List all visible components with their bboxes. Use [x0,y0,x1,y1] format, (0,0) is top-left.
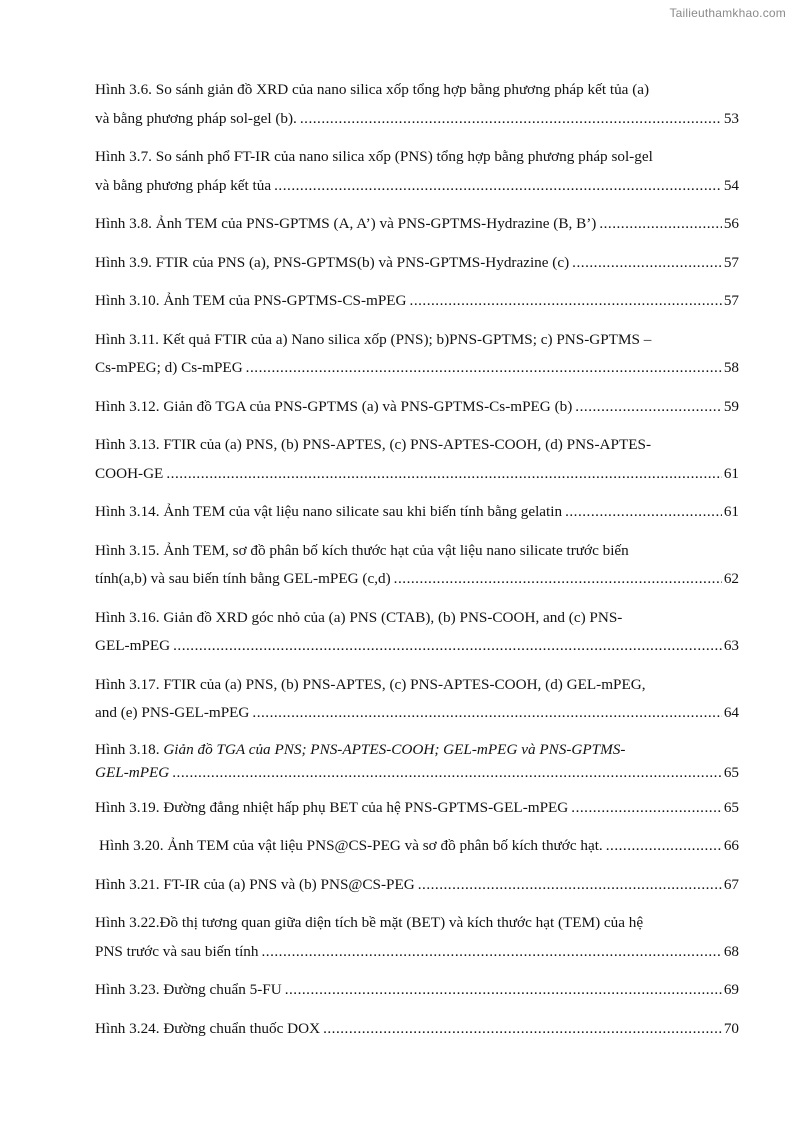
toc-entry-3-9[interactable] [95,249,739,278]
page-number: 61 [723,503,739,520]
page-number: 57 [723,253,739,271]
toc-entry-3-11[interactable] [95,326,739,383]
entry-line-1: Hình 3.16. Giản đồ XRD góc nhỏ của (a) PNS (CTAB), (b) PNS-COOH, and (c) PNS- [95,608,623,626]
dot-leader [606,832,722,861]
entry-lead: Hình 3.9. FTIR của PNS (a), PNS-GPTMS(b) và PNS-GPTMS-Hydrazine (c) [95,253,570,271]
entry-line-1: Hình 3.7. So sánh phổ FT-IR của nano silica xốp (PNS) tổng hợp bằng phương pháp sol-gel [95,148,653,165]
dot-leader [172,761,722,784]
entry-lead: and (e) PNS-GEL-mPEG [95,704,250,721]
dot-leader [300,105,722,134]
page-number: 59 [723,397,739,415]
dot-leader [575,393,722,422]
dot-leader [246,354,722,383]
entry-lead: Hình 3.14. Ảnh TEM của vật liệu nano silicate sau khi biến tính bằng gelatin [95,503,563,520]
entry-line-1 [95,738,739,761]
dot-leader [274,172,722,201]
dot-leader [565,498,722,527]
toc-entry-3-22[interactable] [95,909,739,966]
entry-lead: và bằng phương pháp sol-gel (b). [95,109,297,127]
dot-leader [410,287,722,316]
entry-lead: COOH-GE [95,464,164,482]
page-number: 62 [723,570,739,587]
entry-number: Hình 3.18. [95,740,164,758]
dot-leader [173,632,722,661]
toc-entry-3-7[interactable] [95,143,739,200]
entry-line-1: Hình 3.22.Đồ thị tương quan giữa diện tích bề mặt (BET) và kích thước hạt (TEM) của hệ [95,914,644,931]
entry-line-1: Hình 3.11. Kết quả FTIR của a) Nano silica xốp (PNS); b)PNS-GPTMS; c) PNS-GPTMS – [95,330,652,348]
dot-leader [166,460,721,489]
entry-lead: Hình 3.12. Giản đồ TGA của PNS-GPTMS (a) và PNS-GPTMS-Cs-mPEG (b) [95,397,573,415]
figure-list [95,76,739,1053]
toc-entry-3-8[interactable] [95,210,739,239]
watermark: Tailieuthamkhao.com [669,6,786,20]
toc-entry-3-17[interactable] [95,671,739,728]
toc-entry-3-23[interactable] [95,976,739,1005]
entry-lead: Hình 3.19. Đường đẳng nhiệt hấp phụ BET của hệ PNS-GPTMS-GEL-mPEG [95,798,569,816]
page-number: 57 [723,292,739,309]
dot-leader [261,938,721,967]
toc-entry-3-21[interactable] [95,871,739,900]
page-number: 65 [723,763,739,781]
page-number: 70 [723,1019,739,1037]
dot-leader [572,249,722,278]
entry-lead: GEL-mPEG [95,763,170,781]
page-number: 68 [723,942,739,960]
dot-leader [418,871,722,900]
toc-entry-3-13[interactable] [95,431,739,488]
toc-entry-3-19[interactable] [95,794,739,823]
entry-lead: PNS trước và sau biến tính [95,942,259,960]
page-number: 67 [723,875,739,893]
page-number: 69 [723,981,739,998]
entry-line-1: Hình 3.15. Ảnh TEM, sơ đồ phân bố kích thước hạt của vật liệu nano silicate trước biến [95,541,629,559]
toc-entry-3-14[interactable] [95,498,739,527]
entry-line-1: Hình 3.17. FTIR của (a) PNS, (b) PNS-APTES, (c) PNS-APTES-COOH, (d) GEL-mPEG, [95,675,646,693]
entry-lead: Hình 3.21. FT-IR của (a) PNS và (b) PNS@CS-PEG [95,875,415,893]
page-number: 64 [723,704,739,721]
page-number: 65 [723,798,739,816]
entry-line-1: Hình 3.13. FTIR của (a) PNS, (b) PNS-APTES, (c) PNS-APTES-COOH, (d) PNS-APTES- [95,436,652,453]
toc-entry-3-12[interactable] [95,393,739,422]
entry-lead: tính(a,b) và sau biến tính bằng GEL-mPEG (c,d) [95,570,391,587]
page-number: 61 [723,464,739,482]
entry-line-1: Hình 3.6. So sánh giản đồ XRD của nano silica xốp tổng hợp bằng phương pháp kết tủa (a) [95,81,650,98]
entry-lead: GEL-mPEG [95,637,171,654]
dot-leader [571,794,722,823]
entry-title-italic: Giản đồ TGA của PNS; PNS-APTES-COOH; GEL-mPEG và PNS-GPTMS- [163,740,626,758]
entry-lead: Hình 3.24. Đường chuẩn thuốc DOX [95,1019,321,1037]
dot-leader [394,565,722,594]
toc-entry-3-20[interactable] [95,832,739,861]
entry-lead: Cs-mPEG; d) Cs-mPEG [95,359,243,376]
toc-entry-3-10[interactable] [95,287,739,316]
toc-entry-3-18[interactable] [95,738,739,784]
toc-entry-3-24[interactable] [95,1015,739,1044]
toc-entry-3-16[interactable] [95,604,739,661]
entry-lead: và bằng phương pháp kết tủa [95,176,272,194]
entry-lead: Hình 3.10. Ảnh TEM của PNS-GPTMS-CS-mPEG [95,292,407,309]
toc-entry-3-6[interactable] [95,76,739,133]
entry-lead: Hình 3.23. Đường chuẩn 5-FU [95,981,282,998]
toc-entry-3-15[interactable] [95,537,739,594]
page-number: 66 [723,837,739,854]
dot-leader [252,699,721,728]
dot-leader [285,976,722,1005]
page-number: 63 [723,637,739,654]
dot-leader [323,1015,722,1044]
page-number: 56 [723,215,739,232]
page-number: 58 [723,359,739,376]
page-number: 54 [723,176,739,194]
entry-lead: Hình 3.20. Ảnh TEM của vật liệu PNS@CS-PEG và sơ đồ phân bố kích thước hạt. [99,837,603,854]
dot-leader [599,210,722,239]
entry-lead: Hình 3.8. Ảnh TEM của PNS-GPTMS (A, A’) và PNS-GPTMS-Hydrazine (B, B’) [95,215,597,232]
page-number: 53 [723,109,739,127]
